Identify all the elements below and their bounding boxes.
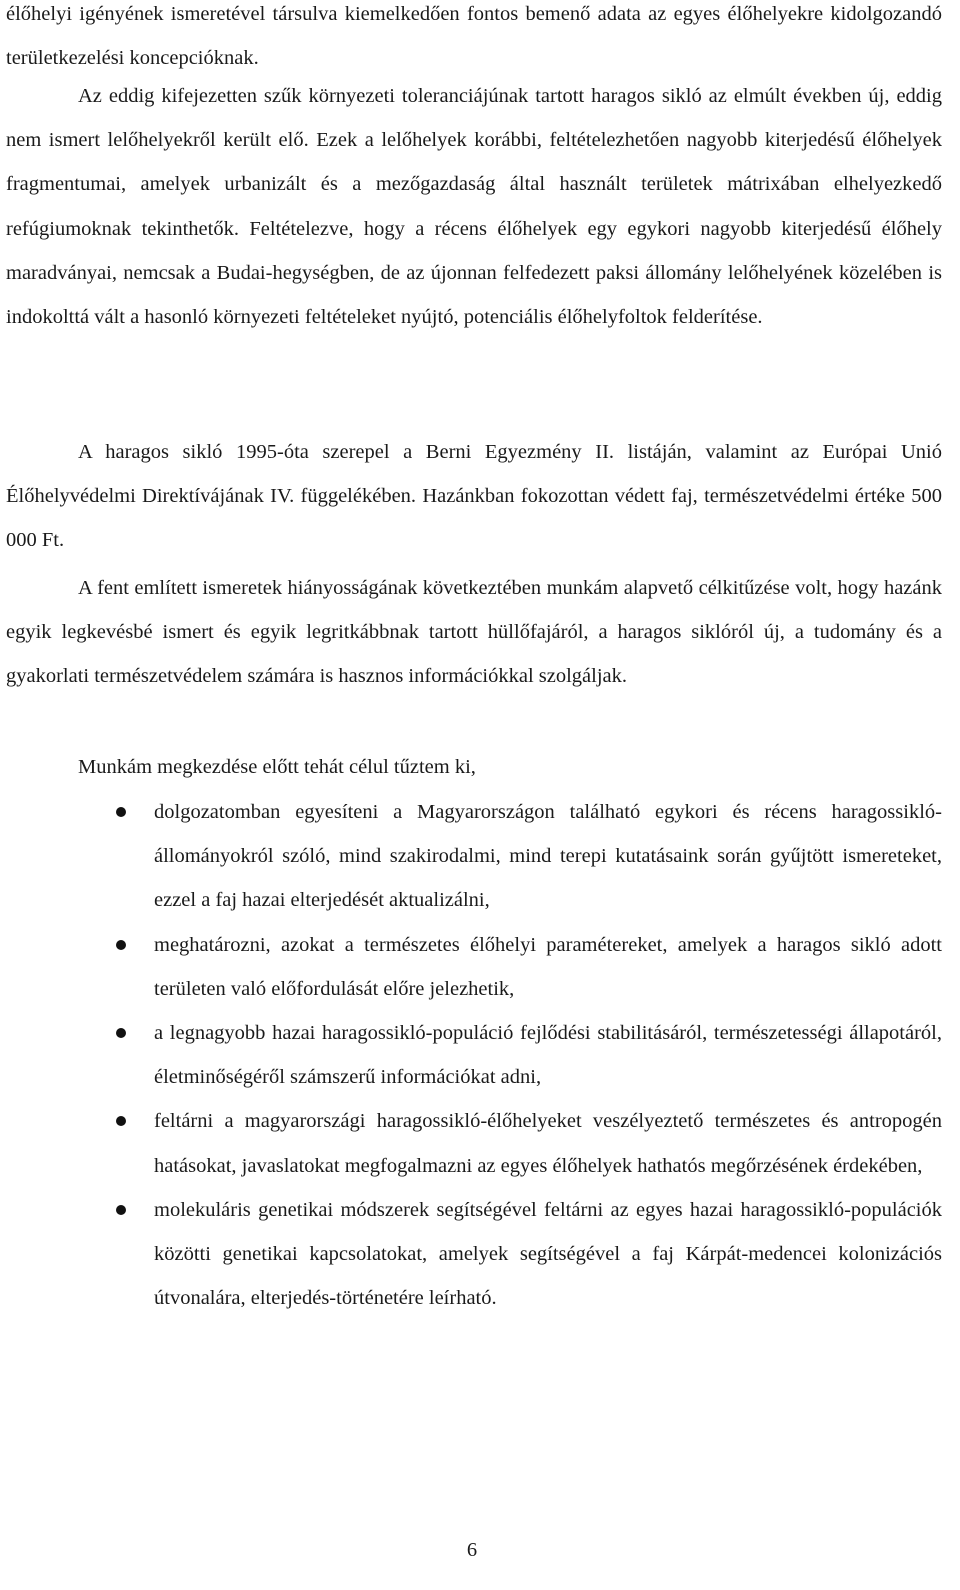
list-item [0, 790, 942, 923]
list-item [0, 1188, 942, 1321]
list-item [0, 1099, 942, 1187]
paragraph-protection-status: A haragos sikló 1995-óta szerepel a Berni Egyezmény II. listáján, valamint az Európai Unió Élőhelyvédelmi Direktívájának IV. függelékében. Hazánkban fokozottan védett faj, természetvédelmi értéke 500 000 Ft. [6, 441, 942, 552]
bullet-icon [116, 807, 126, 817]
paragraph-research-aim: A fent említett ismeretek hiányosságának következtében munkám alapvető célkitűzése volt, hogy hazánk egyik legkevésbé ismert és egyik legritkábbnak tartott hüllőfajáról, a haragos siklóról új, a tudomány és a gyakorlati természetvédelem számára is hasznos információkkal szolgáljak. [6, 577, 942, 688]
paragraph-intro-continuation: élőhelyi igényének ismeretével társulva kiemelkedően fontos bemenő adata az egyes élőhelyekre kidolgozandó területkezelési koncepcióknak. [6, 3, 942, 70]
list-item-text: molekuláris genetikai módszerek segítségével feltárni az egyes hazai haragossikló-populációk közötti genetikai kapcsolatokat, amelyek segítségével a faj Kárpát-medencei kolonizációs útvonalára, elterjedés-történetére leírható. [154, 1198, 942, 1310]
list-item-text: a legnagyobb hazai haragossikló-populáció fejlődési stabilitásáról, természetességi állapotáról, életminőségéről számszerű információkat adni, [154, 1022, 942, 1089]
list-item [0, 923, 942, 1011]
bullet-icon [116, 1205, 126, 1215]
bullet-icon [116, 1028, 126, 1038]
list-item-text: dolgozatomban egyesíteni a Magyarországon található egykori és récens haragossikló-állományokról szóló, mind szakirodalmi, mind terepi kutatásaink során gyűjtött ismereteket, ezzel a faj hazai elterjedését aktualizálni, [154, 801, 942, 912]
bullet-icon [116, 1116, 126, 1126]
list-item-text: meghatározni, azokat a természetes élőhelyi paramétereket, amelyek a haragos sikló adott területen való előfordulását előre jelezhetik, [154, 933, 942, 1000]
list-item-text: feltárni a magyarországi haragossikló-élőhelyeket veszélyeztető természetes és antropogén hatásokat, javaslatokat megfogalmazni az egyes élőhelyek hathatós megőrzésének érdekében, [154, 1110, 942, 1177]
bullet-icon [116, 940, 126, 950]
list-item [0, 1011, 942, 1099]
goals-list [0, 790, 960, 1320]
page-number: 6 [466, 1539, 478, 1561]
paragraph-goals-intro: Munkám megkezdése előtt tehát célul tűztem ki, [78, 756, 476, 778]
paragraph-new-localities: Az eddig kifejezetten szűk környezeti toleranciájúnak tartott haragos sikló az elmúlt években új, eddig nem ismert lelőhelyekről került elő. Ezek a lelőhelyek korábbi, feltételezhetően nagyobb kiterjedésű élőhelyek fragmentumai, amelyek urbanizált és a mezőgazdaság által használt területek mátrixában elhelyezkedő refúgiumoknak tekinthetők. Feltételezve, hogy a récens élőhelyek egy egykori nagyobb kiterjedésű élőhely maradványai, nemcsak a Budai-hegységben, de az újonnan felfedezett paksi állomány lelőhelyének közelében is indokolttá vált a hasonló környezeti feltételeket nyújtó, potenciális élőhelyfoltok felderítése. [6, 85, 942, 329]
